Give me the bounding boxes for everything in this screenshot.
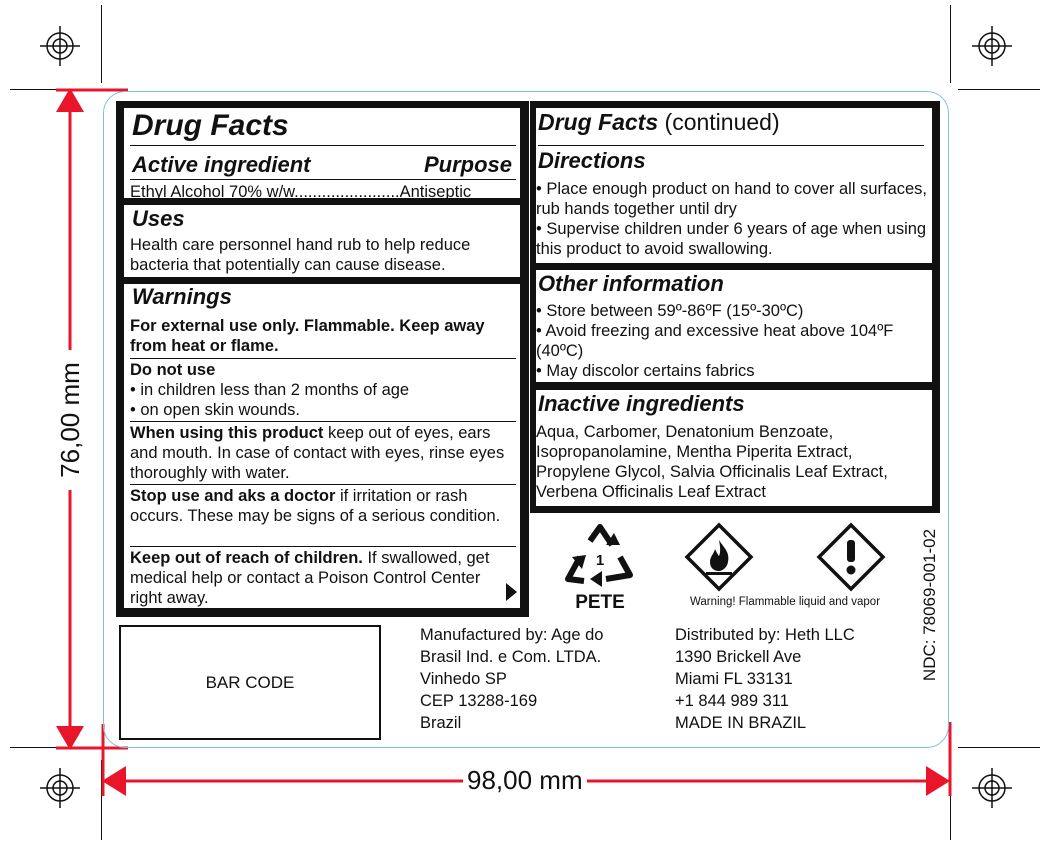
other-info-item: • May discolor certains fabrics	[536, 362, 755, 380]
warning-caption: Warning! Flammable liquid and vapor	[689, 596, 881, 608]
divider	[130, 179, 516, 180]
divider	[130, 358, 516, 359]
keep-out-text: If swallowed, get medical help or contact a Poison Control Center right away.	[130, 549, 490, 607]
do-not-use-item: • on open skin wounds.	[130, 401, 300, 419]
direction-item: • Place enough product on hand to cover all surfaces, rub hands together until dry	[536, 180, 928, 218]
when-using-paragraph	[130, 423, 518, 483]
drug-facts-title: Drug Facts	[132, 109, 289, 142]
manufacturer-line: Vinhedo SP	[420, 670, 507, 688]
manufacturer-block	[420, 624, 603, 734]
continued-label: (continued)	[658, 109, 780, 135]
barcode-label: BAR CODE	[205, 672, 295, 692]
other-info-item: • Store between 59º-86ºF (15º-30ºC)	[536, 302, 804, 320]
manufacturer-line: CEP 13288-169	[420, 692, 538, 710]
drug-facts-continued-title	[538, 108, 780, 136]
ndc-code: NDC: 78069-001-02	[920, 528, 939, 682]
divider	[130, 421, 516, 422]
distributor-line: +1 844 989 311	[675, 692, 789, 710]
active-ingredient-heading: Active ingredient	[132, 152, 311, 177]
inactive-ingredients-text: Aqua, Carbomer, Denatonium Benzoate, Isopropanolamine, Mentha Piperita Extract, Propylene Glycol, Salvia Officinalis Leaf Extract, Verbena Officinalis Leaf Extract	[536, 423, 888, 501]
directions-heading: Directions	[538, 148, 646, 173]
barcode-placeholder	[119, 625, 381, 740]
inactive-ingredients-heading: Inactive ingredients	[538, 391, 745, 416]
other-information-heading: Other information	[538, 271, 724, 296]
distributor-line: Miami FL 33131	[675, 670, 793, 688]
divider	[130, 145, 516, 146]
do-not-use-heading: Do not use	[130, 361, 216, 379]
height-dimension-label: 76,00 mm	[55, 350, 85, 490]
do-not-use-item: • in children less than 2 months of age	[130, 381, 410, 399]
keep-out-paragraph	[130, 548, 514, 608]
when-using-text: keep out of eyes, ears and mouth. In case of contact with eyes, rinse eyes thoroughly with water.	[130, 424, 505, 482]
manufacturer-line: Brasil Ind. e Com. LTDA.	[420, 648, 602, 666]
distributor-block	[675, 624, 855, 734]
other-info-item: • Avoid freezing and excessive heat above 104ºF (40ºC)	[536, 322, 894, 360]
manufacturer-line: Brazil	[420, 714, 462, 732]
drug-facts-right-column	[530, 101, 940, 513]
recycle-code: PETE	[575, 592, 625, 613]
external-use-warning: For external use only. Flammable. Keep away from heat or flame.	[130, 317, 485, 355]
uses-text: Health care personnel hand rub to help reduce bacteria that potentially can cause disease.	[130, 236, 471, 274]
distributor-line: Distributed by: Heth LLC	[675, 626, 855, 644]
divider	[130, 546, 516, 547]
drug-facts-title: Drug Facts	[538, 109, 659, 135]
active-ingredient-line: Ethyl Alcohol 70% w/w.......................Antiseptic	[130, 183, 472, 201]
purpose-heading: Purpose	[423, 152, 512, 177]
uses-heading: Uses	[132, 206, 185, 231]
stop-use-label: Stop use and aks a doctor	[130, 487, 336, 505]
continue-arrow-icon	[504, 582, 518, 602]
when-using-label: When using this product	[130, 424, 324, 442]
divider	[130, 484, 516, 485]
direction-item: • Supervise children under 6 years of age when using this product to avoid swallowing.	[536, 220, 927, 258]
width-dimension-label: 98,00 mm	[463, 764, 587, 796]
stop-use-text: if irritation or rash occurs. These may be signs of a serious condition.	[130, 487, 501, 525]
divider	[538, 145, 924, 146]
flammable-hazard-icon	[684, 522, 754, 592]
exclamation-hazard-icon	[816, 522, 886, 592]
warnings-heading: Warnings	[132, 284, 232, 309]
distributor-line: 1390 Brickell Ave	[675, 648, 802, 666]
distributor-line: MADE IN BRAZIL	[675, 714, 807, 732]
manufacturer-line: Manufactured by: Age do	[420, 626, 604, 644]
drug-facts-left-column	[116, 101, 529, 617]
stop-use-paragraph	[130, 486, 518, 526]
keep-out-label: Keep out of reach of children.	[130, 549, 363, 567]
recycle-number: 1	[595, 552, 605, 569]
